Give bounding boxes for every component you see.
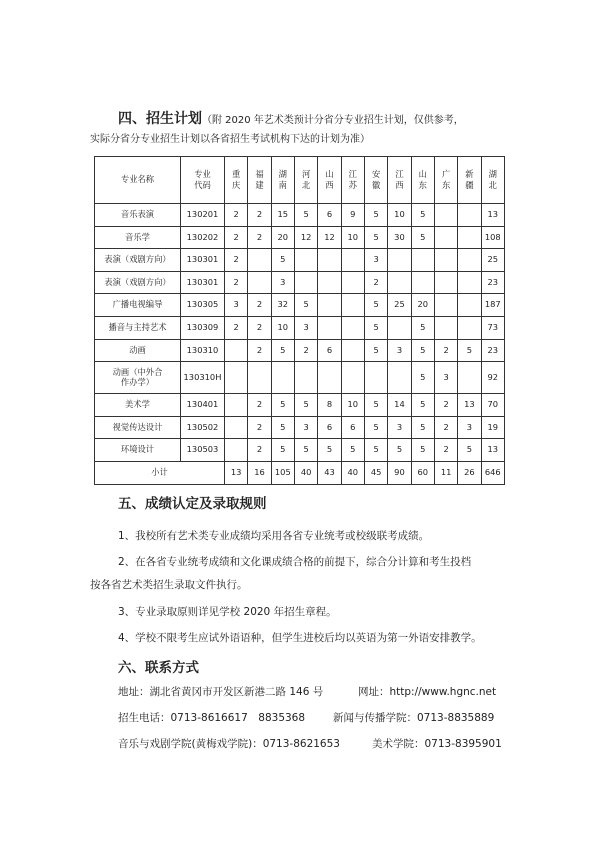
- contact-news-college: 新闻与传播学院：0713-8835889: [333, 712, 495, 724]
- quota-cell: [458, 226, 481, 249]
- quota-cell: 2: [434, 339, 457, 362]
- quota-cell: 2: [434, 439, 457, 462]
- quota-cell: [434, 271, 457, 294]
- quota-cell: 92: [481, 362, 504, 394]
- major-code-cell: 130202: [181, 226, 225, 249]
- quota-cell: 5: [411, 204, 434, 227]
- quota-cell: 30: [388, 226, 411, 249]
- quota-cell: 108: [481, 226, 504, 249]
- section4-title: 四、招生计划: [118, 111, 202, 127]
- major-name-cell: 动画: [95, 339, 181, 362]
- quota-cell: 13: [481, 439, 504, 462]
- subtotal-cell: 646: [481, 461, 504, 484]
- quota-cell: 3: [388, 416, 411, 439]
- quota-cell: 32: [271, 294, 294, 317]
- quota-cell: 2: [248, 339, 271, 362]
- quota-cell: 8: [318, 394, 341, 417]
- quota-cell: 13: [481, 204, 504, 227]
- quota-cell: 6: [318, 339, 341, 362]
- quota-cell: 23: [481, 339, 504, 362]
- quota-cell: [364, 362, 387, 394]
- quota-cell: 5: [271, 249, 294, 272]
- quota-cell: 5: [364, 316, 387, 339]
- header-province: 湖北: [481, 157, 504, 204]
- quota-cell: 187: [481, 294, 504, 317]
- contact-music-college: 音乐与戏剧学院(黄梅戏学院)：0713-8621653: [118, 738, 340, 750]
- quota-cell: [434, 316, 457, 339]
- rule-2a: 2、在各省专业统考成绩和文化课成绩合格的前提下，综合分计算和考生投档: [118, 556, 472, 568]
- quota-cell: 2: [248, 204, 271, 227]
- quota-cell: 5: [364, 339, 387, 362]
- quota-cell: 14: [388, 394, 411, 417]
- quota-cell: 5: [411, 362, 434, 394]
- quota-cell: 5: [294, 204, 317, 227]
- subtotal-cell: 45: [364, 461, 387, 484]
- quota-cell: 10: [388, 204, 411, 227]
- quota-cell: 12: [318, 226, 341, 249]
- subtotal-cell: 26: [458, 461, 481, 484]
- quota-cell: [388, 362, 411, 394]
- quota-cell: 5: [364, 439, 387, 462]
- quota-cell: 5: [294, 294, 317, 317]
- quota-cell: 25: [481, 249, 504, 272]
- quota-cell: 5: [458, 439, 481, 462]
- header-province: 福建: [248, 157, 271, 204]
- quota-cell: 73: [481, 316, 504, 339]
- quota-cell: 5: [341, 439, 364, 462]
- quota-cell: 5: [411, 416, 434, 439]
- table-row: [95, 394, 505, 417]
- contact-address: 地址：湖北省黄冈市开发区新港二路 146 号: [118, 686, 324, 698]
- quota-cell: 5: [294, 394, 317, 417]
- table-row: [95, 416, 505, 439]
- contact-art-college: 美术学院：0713-8395901: [372, 738, 502, 750]
- quota-cell: 5: [318, 439, 341, 462]
- subtotal-cell: 13: [225, 461, 248, 484]
- quota-cell: 6: [341, 416, 364, 439]
- major-name-cell: 音乐表演: [95, 204, 181, 227]
- quota-cell: [248, 249, 271, 272]
- quota-cell: 3: [388, 339, 411, 362]
- section6-title: 六、联系方式: [118, 660, 199, 676]
- major-code-cell: 130502: [181, 416, 225, 439]
- major-name-cell: 动画（中外合作办学）: [95, 362, 181, 394]
- quota-cell: [434, 249, 457, 272]
- quota-cell: 2: [225, 316, 248, 339]
- quota-cell: [341, 249, 364, 272]
- quota-cell: [458, 316, 481, 339]
- quota-cell: [388, 316, 411, 339]
- subtotal-cell: 40: [294, 461, 317, 484]
- quota-cell: [458, 249, 481, 272]
- subtotal-cell: 11: [434, 461, 457, 484]
- quota-cell: 25: [388, 294, 411, 317]
- table-row: [95, 362, 505, 394]
- quota-cell: [271, 362, 294, 394]
- major-name-cell: 表演（戏剧方向）: [95, 249, 181, 272]
- subtotal-row: [95, 461, 505, 484]
- major-name-cell: 播音与主持艺术: [95, 316, 181, 339]
- quota-cell: 15: [271, 204, 294, 227]
- quota-cell: [318, 271, 341, 294]
- quota-cell: [341, 316, 364, 339]
- quota-cell: 5: [271, 339, 294, 362]
- quota-cell: [458, 271, 481, 294]
- header-province: 重庆: [225, 157, 248, 204]
- major-name-cell: 表演（戏剧方向）: [95, 271, 181, 294]
- section4-note-line2: 实际分省分专业招生计划以各省招生考试机构下达的计划为准）: [90, 134, 370, 145]
- header-code: 专业代码: [181, 157, 225, 204]
- quota-cell: 19: [481, 416, 504, 439]
- rule-2b: 按各省艺术类招生录取文件执行。: [90, 579, 248, 591]
- quota-cell: 5: [364, 226, 387, 249]
- quota-cell: 5: [458, 339, 481, 362]
- quota-cell: [318, 316, 341, 339]
- section4-heading: [118, 108, 464, 128]
- quota-cell: [458, 204, 481, 227]
- major-name-cell: 广播电视编导: [95, 294, 181, 317]
- major-code-cell: 130310: [181, 339, 225, 362]
- quota-cell: 5: [388, 439, 411, 462]
- header-province: 河北: [294, 157, 317, 204]
- quota-cell: [388, 249, 411, 272]
- subtotal-cell: 16: [248, 461, 271, 484]
- quota-cell: 5: [411, 226, 434, 249]
- header-province: 湖南: [271, 157, 294, 204]
- quota-cell: 2: [434, 394, 457, 417]
- major-code-cell: 130301: [181, 249, 225, 272]
- major-code-cell: 130305: [181, 294, 225, 317]
- quota-cell: [318, 362, 341, 394]
- quota-cell: 5: [364, 416, 387, 439]
- header-province: 新疆: [458, 157, 481, 204]
- table-row: [95, 294, 505, 317]
- quota-cell: 5: [411, 439, 434, 462]
- rule-4: 4、学校不限考生应试外语语种，但学生进校后均以英语为第一外语安排教学。: [118, 632, 482, 644]
- quota-cell: 2: [225, 204, 248, 227]
- quota-cell: 3: [458, 416, 481, 439]
- quota-cell: 5: [271, 416, 294, 439]
- quota-cell: 6: [318, 416, 341, 439]
- major-name-cell: 美术学: [95, 394, 181, 417]
- quota-cell: 2: [364, 271, 387, 294]
- header-province: 山西: [318, 157, 341, 204]
- table-row: [95, 271, 505, 294]
- quota-cell: 5: [411, 339, 434, 362]
- major-code-cell: 130309: [181, 316, 225, 339]
- header-major: 专业名称: [95, 157, 181, 204]
- table-header-row: [95, 157, 505, 204]
- quota-cell: 3: [294, 416, 317, 439]
- subtotal-label: 小计: [95, 461, 225, 484]
- quota-cell: 3: [434, 362, 457, 394]
- quota-cell: [225, 339, 248, 362]
- quota-cell: 5: [271, 394, 294, 417]
- quota-cell: [225, 362, 248, 394]
- quota-cell: [318, 294, 341, 317]
- quota-cell: [225, 394, 248, 417]
- rule-3: 3、专业录取原则详见学校 2020 年招生章程。: [118, 606, 337, 618]
- quota-cell: 2: [248, 439, 271, 462]
- quota-cell: [341, 294, 364, 317]
- quota-cell: [434, 226, 457, 249]
- quota-cell: [225, 416, 248, 439]
- quota-cell: 13: [458, 394, 481, 417]
- quota-cell: 5: [294, 439, 317, 462]
- quota-cell: 2: [248, 226, 271, 249]
- quota-cell: 10: [271, 316, 294, 339]
- major-code-cell: 130503: [181, 439, 225, 462]
- contact-website: 网址：http://www.hgnc.net: [358, 686, 497, 698]
- quota-cell: 20: [411, 294, 434, 317]
- quota-cell: 6: [318, 204, 341, 227]
- quota-cell: 2: [434, 416, 457, 439]
- enrollment-plan-table: [94, 156, 505, 485]
- quota-cell: [388, 271, 411, 294]
- subtotal-cell: 105: [271, 461, 294, 484]
- major-code-cell: 130401: [181, 394, 225, 417]
- quota-cell: [411, 271, 434, 294]
- major-code-cell: 130201: [181, 204, 225, 227]
- quota-cell: [434, 294, 457, 317]
- quota-cell: 2: [248, 316, 271, 339]
- major-code-cell: 130310H: [181, 362, 225, 394]
- quota-cell: [225, 439, 248, 462]
- quota-cell: [294, 249, 317, 272]
- quota-cell: 12: [294, 226, 317, 249]
- quota-cell: 20: [271, 226, 294, 249]
- subtotal-cell: 90: [388, 461, 411, 484]
- quota-cell: 23: [481, 271, 504, 294]
- major-name-cell: 视觉传达设计: [95, 416, 181, 439]
- header-province: 江西: [388, 157, 411, 204]
- subtotal-cell: 40: [341, 461, 364, 484]
- table-row: [95, 249, 505, 272]
- major-name-cell: 音乐学: [95, 226, 181, 249]
- quota-cell: 10: [341, 394, 364, 417]
- quota-cell: 2: [248, 394, 271, 417]
- subtotal-cell: 60: [411, 461, 434, 484]
- header-province: 江苏: [341, 157, 364, 204]
- quota-cell: [458, 294, 481, 317]
- quota-cell: 3: [364, 249, 387, 272]
- header-province: 山东: [411, 157, 434, 204]
- contact-admission-phone: 招生电话：0713-8616617 8835368: [118, 712, 306, 724]
- quota-cell: 5: [271, 439, 294, 462]
- quota-cell: 9: [341, 204, 364, 227]
- quota-cell: [458, 362, 481, 394]
- quota-cell: 5: [364, 394, 387, 417]
- table-row: [95, 316, 505, 339]
- major-code-cell: 130301: [181, 271, 225, 294]
- subtotal-cell: 43: [318, 461, 341, 484]
- table-row: [95, 204, 505, 227]
- quota-cell: 70: [481, 394, 504, 417]
- quota-cell: 3: [271, 271, 294, 294]
- quota-cell: [411, 249, 434, 272]
- rule-1: 1、我校所有艺术类专业成绩均采用各省专业统考或校级联考成绩。: [118, 530, 430, 542]
- table-row: [95, 339, 505, 362]
- section4-note-line1: （附 2020 年艺术类预计分省分专业招生计划，仅供参考，: [202, 115, 464, 126]
- quota-cell: 10: [341, 226, 364, 249]
- quota-cell: [294, 271, 317, 294]
- quota-cell: 5: [411, 394, 434, 417]
- quota-cell: [248, 271, 271, 294]
- table-row: [95, 226, 505, 249]
- quota-cell: 2: [225, 271, 248, 294]
- quota-cell: 2: [248, 416, 271, 439]
- quota-cell: [341, 362, 364, 394]
- quota-cell: 2: [294, 339, 317, 362]
- quota-cell: 2: [248, 294, 271, 317]
- quota-cell: [248, 362, 271, 394]
- quota-cell: 5: [364, 294, 387, 317]
- header-province: 安徽: [364, 157, 387, 204]
- quota-cell: [341, 271, 364, 294]
- section5-title: 五、成绩认定及录取规则: [118, 496, 267, 512]
- quota-cell: [434, 204, 457, 227]
- quota-cell: 2: [225, 226, 248, 249]
- quota-cell: 5: [411, 316, 434, 339]
- quota-cell: 2: [225, 249, 248, 272]
- quota-cell: 3: [294, 316, 317, 339]
- table-row: [95, 439, 505, 462]
- header-province: 广东: [434, 157, 457, 204]
- major-name-cell: 环境设计: [95, 439, 181, 462]
- quota-cell: [318, 249, 341, 272]
- quota-cell: 3: [225, 294, 248, 317]
- quota-cell: [294, 362, 317, 394]
- quota-cell: [341, 339, 364, 362]
- quota-cell: 5: [364, 204, 387, 227]
